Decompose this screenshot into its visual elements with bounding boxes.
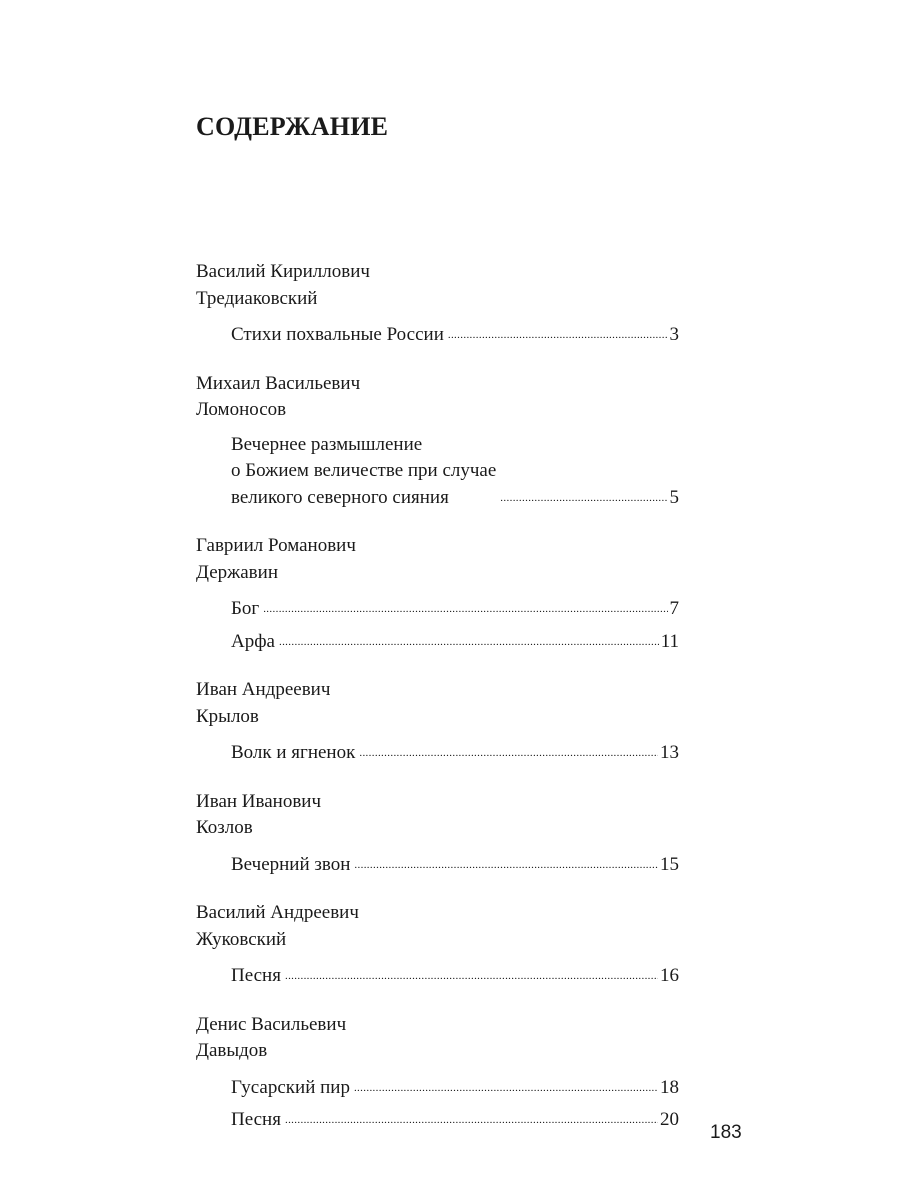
dot-leader [359,738,658,767]
author-name [196,533,679,586]
work-title [231,596,259,623]
author-works [196,594,679,655]
author-name-line: Иван Андреевич [196,679,331,700]
author-name [196,900,679,953]
author-name-line: Ломоносов [196,399,287,420]
author-name-line: Козлов [196,817,253,838]
work-title-line: Стихи похвальные России [231,324,444,345]
author-works [196,961,679,990]
work-title [231,432,496,512]
work-page-number: 13 [660,742,679,763]
work-title-line: Песня [231,1109,281,1130]
dot-leader [279,627,659,656]
author-name-line: Денис Васильевич [196,1013,347,1035]
work-title [231,852,350,879]
toc-work-entry[interactable] [231,1073,679,1102]
work-title [231,322,444,349]
author-name-line: Гавриил Романович [196,535,356,556]
author-name-line: Державин [196,561,278,583]
toc-author-entry [196,1012,679,1134]
dot-leader [263,594,667,623]
toc-work-entry[interactable] [231,738,679,767]
author-name-line: Крылов [196,705,259,727]
work-page-number: 18 [660,1076,679,1098]
author-name [196,1012,679,1065]
toc-author-entry [196,789,679,879]
work-title [231,963,281,990]
author-name-line: Тредиаковский [196,287,318,309]
author-name [196,789,679,842]
author-name-line: Давыдов [196,1040,268,1061]
author-name [196,259,679,312]
work-title [231,1107,281,1134]
work-page-number: 16 [660,965,679,986]
toc-author-entry [196,533,679,655]
work-title-line: Арфа [231,630,275,652]
author-works [196,320,679,349]
toc-author-entry [196,900,679,990]
author-works [196,738,679,767]
work-title [231,1075,350,1102]
dot-leader [285,961,658,990]
work-title-line: Песня [231,965,281,986]
toc-work-entry[interactable] [231,627,679,656]
author-works [196,432,679,512]
work-title-line: Бог [231,598,260,619]
author-name-line: Жуковский [196,928,287,950]
work-title-line: о Божием величестве при случае [231,460,497,481]
work-title [231,740,355,767]
author-name-line: Михаил Васильевич [196,372,361,394]
toc-work-entry[interactable] [231,1105,679,1134]
work-title-line: Волк и ягненок [231,742,356,763]
work-title-line: Гусарский пир [231,1076,350,1098]
author-name [196,677,679,730]
dot-leader [285,1105,658,1134]
toc-author-entry [196,677,679,767]
dot-leader [500,483,667,512]
dot-leader [354,850,658,879]
work-page-number: 11 [660,630,679,652]
author-name [196,371,679,424]
work-page-number: 7 [669,598,679,619]
dot-leader [354,1073,658,1102]
work-title-line: Вечернее размышление [231,433,423,455]
work-page-number: 20 [660,1109,679,1130]
toc-work-entry[interactable] [231,320,679,349]
page-title: СОДЕРЖАНИЕ [196,112,389,141]
dot-leader [448,320,668,349]
toc-work-entry[interactable] [231,432,679,512]
toc-work-entry[interactable] [231,594,679,623]
work-title-line: великого северного сияния [231,486,449,508]
author-works [196,1073,679,1134]
author-name-line: Василий Андреевич [196,902,359,923]
toc-author-entry [196,371,679,512]
table-of-contents [196,237,679,1134]
toc-author-entry [196,259,679,349]
author-name-line: Василий Кириллович [196,261,370,282]
author-name-line: Иван Иванович [196,790,322,812]
work-page-number: 5 [669,486,679,508]
author-works [196,850,679,879]
page-number: 183 [710,1122,742,1143]
work-title [231,629,275,656]
toc-work-entry[interactable] [231,850,679,879]
work-page-number: 3 [669,324,679,345]
work-page-number: 15 [660,853,679,875]
work-title-line: Вечерний звон [231,853,351,875]
toc-work-entry[interactable] [231,961,679,990]
